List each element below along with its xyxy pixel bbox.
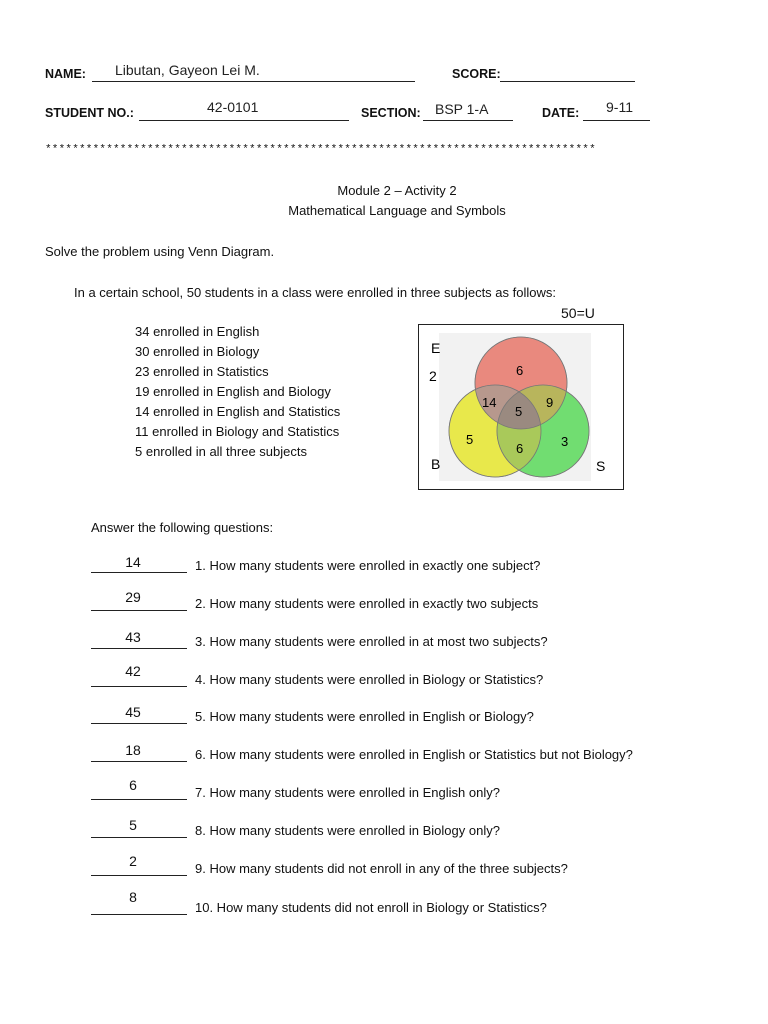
answer-value: 29 xyxy=(125,589,141,605)
question-text: 5. How many students were enrolled in English or Biology? xyxy=(195,709,534,724)
date-line xyxy=(583,120,650,121)
question-text: 2. How many students were enrolled in exactly two subjects xyxy=(195,596,539,611)
name-value: Libutan, Gayeon Lei M. xyxy=(115,62,260,78)
student-no-value: 42-0101 xyxy=(207,99,259,115)
answer-value: 42 xyxy=(125,663,141,679)
answer-line xyxy=(91,837,187,838)
answer-line xyxy=(91,914,187,915)
question-text: 9. How many students did not enroll in any of the three subjects? xyxy=(195,861,568,876)
answer-value: 6 xyxy=(129,777,137,793)
fact-item: 30 enrolled in Biology xyxy=(135,344,260,359)
date-label: DATE: xyxy=(542,106,580,120)
answer-value: 43 xyxy=(125,629,141,645)
answer-value: 8 xyxy=(129,889,137,905)
region-b-only: 5 xyxy=(466,432,474,447)
answer-line xyxy=(91,686,187,687)
student-no-line xyxy=(139,120,349,121)
score-line xyxy=(500,81,635,82)
answer-line xyxy=(91,610,187,611)
problem-statement: In a certain school, 50 students in a class were enrolled in three subjects as follows: xyxy=(74,285,556,300)
fact-item: 5 enrolled in all three subjects xyxy=(135,444,307,459)
outside-value: 2 xyxy=(429,368,437,384)
region-e-and-b: 14 xyxy=(482,395,497,410)
set-e-label: E xyxy=(431,340,441,356)
region-center: 5 xyxy=(515,404,523,419)
universe-label: 50=U xyxy=(561,305,595,321)
region-b-and-s: 6 xyxy=(516,441,524,456)
region-e-and-s: 9 xyxy=(546,395,554,410)
question-text: 10. How many students did not enroll in Biology or Statistics? xyxy=(195,900,547,915)
question-text: 6. How many students were enrolled in English or Statistics but not Biology? xyxy=(195,747,633,762)
answer-line xyxy=(91,572,187,573)
score-label: SCORE: xyxy=(452,67,501,81)
module-title: Module 2 – Activity 2 xyxy=(337,183,457,198)
question-text: 8. How many students were enrolled in Biology only? xyxy=(195,823,500,838)
student-no-label: STUDENT NO.: xyxy=(45,106,134,120)
question-text: 7. How many students were enrolled in English only? xyxy=(195,785,500,800)
facts-list xyxy=(135,322,340,462)
answers-heading: Answer the following questions: xyxy=(91,520,274,535)
answer-value: 18 xyxy=(125,742,141,758)
set-s-label: S xyxy=(596,458,606,474)
fact-item: 34 enrolled in English xyxy=(135,324,260,339)
answer-value: 14 xyxy=(125,554,141,570)
fact-item: 14 enrolled in English and Statistics xyxy=(135,404,341,419)
set-b-label: B xyxy=(431,456,441,472)
answer-line xyxy=(91,761,187,762)
section-label: SECTION: xyxy=(361,106,421,120)
question-text: 3. How many students were enrolled in at most two subjects? xyxy=(195,634,548,649)
section-line xyxy=(423,120,513,121)
section-value: BSP 1-A xyxy=(435,101,489,117)
fact-item: 23 enrolled in Statistics xyxy=(135,364,269,379)
question-text: 4. How many students were enrolled in Biology or Statistics? xyxy=(195,672,544,687)
region-e-only: 6 xyxy=(516,363,524,378)
answer-line xyxy=(91,723,187,724)
answer-value: 5 xyxy=(129,817,137,833)
answer-line xyxy=(91,875,187,876)
name-line xyxy=(92,81,415,82)
fact-item: 11 enrolled in Biology and Statistics xyxy=(135,424,340,439)
name-label: NAME: xyxy=(45,67,86,81)
instruction: Solve the problem using Venn Diagram. xyxy=(45,244,275,259)
answer-line xyxy=(91,648,187,649)
fact-item: 19 enrolled in English and Biology xyxy=(135,384,331,399)
answer-value: 2 xyxy=(129,853,137,869)
module-subtitle: Mathematical Language and Symbols xyxy=(288,203,506,218)
date-value: 9-11 xyxy=(606,99,633,115)
question-text: 1. How many students were enrolled in exactly one subject? xyxy=(195,558,541,573)
venn-svg xyxy=(419,325,623,489)
answer-line xyxy=(91,799,187,800)
region-s-only: 3 xyxy=(561,434,569,449)
venn-diagram xyxy=(418,324,624,490)
answer-value: 45 xyxy=(125,704,141,720)
star-divider: ********************************************************************************* xyxy=(45,144,596,156)
